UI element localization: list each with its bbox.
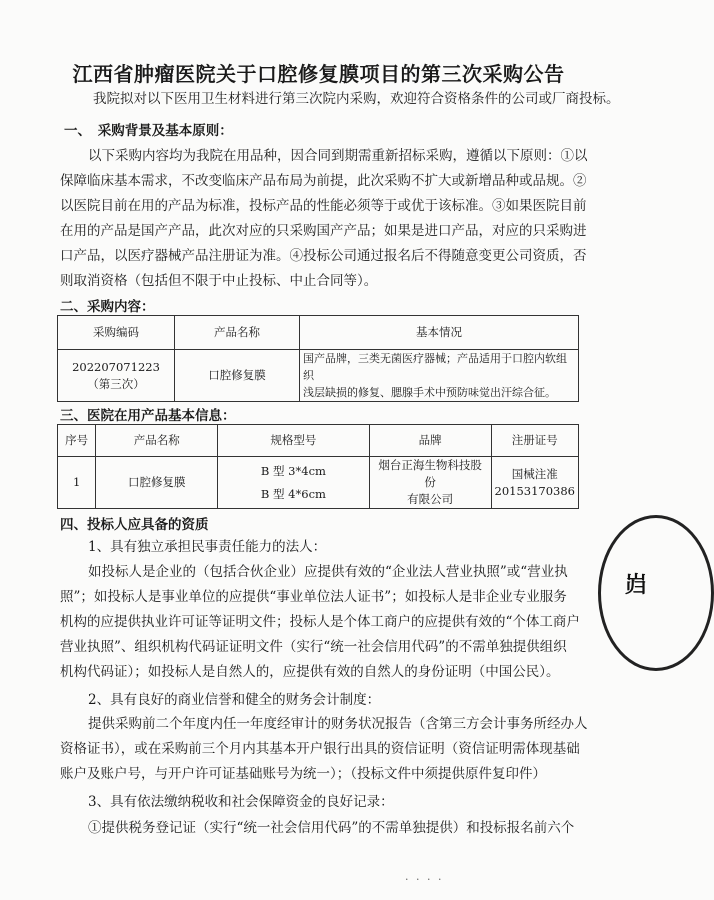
header-description: 基本情况 xyxy=(300,316,579,350)
qualification-1-line: 照”；如投标人是事业单位的应提供“事业单位法人证书”；如投标人是非企业专业服务 xyxy=(60,589,567,605)
header-product-name: 产品名称 xyxy=(96,425,218,457)
header-spec: 规格型号 xyxy=(218,425,370,457)
qualification-1-title: 1、具有独立承担民事责任能力的法人： xyxy=(88,539,327,555)
product-name-cell: 口腔修复膜 xyxy=(175,350,300,402)
section1-line: 以医院目前在用的产品为标准，投标产品的性能必须等于或优于该标准。③如果医院目前 xyxy=(60,198,587,214)
qualification-2-line: 提供采购前二个年度内任一年度经审计的财务状况报告（含第三方会计事务所经办人 xyxy=(88,716,588,732)
section1-line: 则取消资格（包括但不限于中止投标、中止合同等）。 xyxy=(60,273,378,289)
qualification-1-line: 机构的应提供执业许可证等证明文件；投标人是个体工商户的应提供有效的“个体工商户 xyxy=(60,614,580,630)
qualification-2-line: 账户及账户号，与开户许可证基础账号为统一）；（投标文件中须提供原件复印件） xyxy=(60,766,546,782)
procurement-code: 202207071223 xyxy=(72,359,160,374)
row-spec-cell xyxy=(218,457,370,509)
page-title: 江西省肿瘤医院关于口腔修复膜项目的第三次采购公告 xyxy=(72,62,565,86)
table-row xyxy=(58,350,579,402)
section1-line: 保障临床基本需求，不改变临床产品布局为前提，此次采购不扩大或新增品种或品规。② xyxy=(60,173,587,189)
procurement-code-cell xyxy=(58,350,175,402)
table-row xyxy=(58,457,579,509)
intro-text: 我院拟对以下医用卫生材料进行第三次院内采购，欢迎符合资格条件的公司或厂商投标。 xyxy=(93,91,620,107)
row-registration: 国械注准 20153170386 xyxy=(491,457,578,509)
bottom-marks: · · · · xyxy=(405,873,444,886)
product-info-table xyxy=(57,424,579,509)
official-seal xyxy=(598,515,714,671)
description-cell xyxy=(300,350,579,402)
brand-line: 烟台正海生物科技股份 xyxy=(378,458,482,489)
section1-line: 以下采购内容均为我院在用品种，因合同到期需重新招标采购，遵循以下原则：①以 xyxy=(88,148,588,164)
description-line: 国产品牌，三类无菌医疗器械；产品适用于口腔内软组织 xyxy=(303,352,567,382)
qualification-1-line: 如投标人是企业的（包括合伙企业）应提供有效的“企业法人营业执照”或“营业执 xyxy=(88,564,568,580)
qualification-3-line: ①提供税务登记证（实行“统一社会信用代码”的不需单独提供）和投标报名前六个 xyxy=(88,820,575,836)
header-product-name: 产品名称 xyxy=(175,316,300,350)
row-no: 1 xyxy=(58,457,96,509)
spec-line: B 型 3*4cm xyxy=(260,463,326,478)
spec-line: B 型 4*6cm xyxy=(260,486,326,501)
seal-text: 岿 xyxy=(625,572,648,598)
section3-heading: 三、医院在用产品基本信息： xyxy=(60,408,236,424)
header-code: 采购编码 xyxy=(58,316,175,350)
qualification-3-title: 3、具有依法缴纳税收和社会保障资金的良好记录： xyxy=(88,794,394,810)
qualification-2-title: 2、具有良好的商业信誉和健全的财务会计制度： xyxy=(88,692,381,708)
section1-line: 在用的产品是国产产品，此次对应的只采购国产产品；如果是进口产品，对应的只采购进 xyxy=(60,223,587,239)
section1-line: 口产品，以医疗器械产品注册证为准。④投标公司通过报名后不得随意变更公司资质，否 xyxy=(60,248,587,264)
qualification-2-line: 资格证书），或在采购前三个月内其基本开户银行出具的资信证明（资信证明需体现基础 xyxy=(60,741,580,757)
row-product-name: 口腔修复膜 xyxy=(96,457,218,509)
section2-heading: 二、采购内容： xyxy=(60,299,155,315)
header-registration: 注册证号 xyxy=(491,425,578,457)
procurement-table xyxy=(57,315,579,402)
header-brand: 品牌 xyxy=(369,425,491,457)
section4-heading: 四、投标人应具备的资质 xyxy=(60,517,209,533)
description-line: 浅层缺损的修复、腮腺手术中预防味觉出汗综合征。 xyxy=(303,386,556,399)
row-brand-cell xyxy=(369,457,491,509)
table-header-row xyxy=(58,425,579,457)
qualification-1-line: 机构代码证）；如投标人是自然人的，应提供有效的自然人的身份证明（中国公民）。 xyxy=(60,664,560,680)
procurement-round: （第三次） xyxy=(87,376,145,391)
header-no: 序号 xyxy=(58,425,96,457)
brand-line: 有限公司 xyxy=(407,492,454,506)
qualification-1-line: 营业执照”、组织机构代码证证明文件（实行“统一社会信用代码”的不需单独提供组织 xyxy=(60,639,567,655)
table-header-row xyxy=(58,316,579,350)
section1-heading: 一、 采购背景及基本原则： xyxy=(64,123,233,139)
